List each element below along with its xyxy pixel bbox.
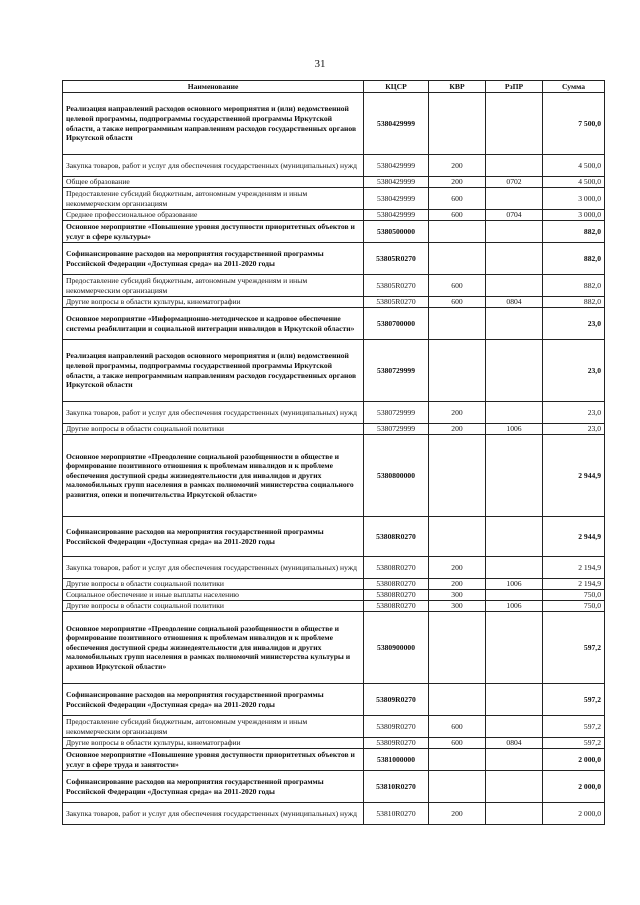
- row-sum-cell: 3 000,0: [543, 188, 605, 210]
- row-rzpr-cell: [486, 684, 543, 716]
- header-kvr: КВР: [429, 81, 486, 93]
- table-row: [63, 243, 605, 275]
- row-kcsr-cell: 5380729999: [364, 340, 429, 402]
- row-name-cell: Основное мероприятие «Повышение уровня доступности приоритетных объектов и услуг в сфере труда и занятости»: [63, 749, 364, 771]
- row-kcsr-cell: 53808R0270: [364, 601, 429, 612]
- row-kvr-cell: [429, 243, 486, 275]
- row-sum-cell: 23,0: [543, 340, 605, 402]
- row-rzpr-cell: [486, 340, 543, 402]
- table-row: [63, 275, 605, 297]
- table-row: [63, 402, 605, 424]
- row-sum-cell: 882,0: [543, 297, 605, 308]
- row-rzpr-cell: 1006: [486, 601, 543, 612]
- table-row: [63, 155, 605, 177]
- row-rzpr-cell: 0702: [486, 177, 543, 188]
- row-sum-cell: 882,0: [543, 221, 605, 243]
- row-sum-cell: 2 000,0: [543, 803, 605, 825]
- table-header-row: [63, 81, 605, 93]
- row-kvr-cell: [429, 749, 486, 771]
- row-rzpr-cell: [486, 275, 543, 297]
- row-kvr-cell: [429, 435, 486, 517]
- row-kcsr-cell: 53808R0270: [364, 557, 429, 579]
- table-row: [63, 601, 605, 612]
- row-kcsr-cell: 5380429999: [364, 93, 429, 155]
- row-rzpr-cell: [486, 771, 543, 803]
- row-kcsr-cell: 5380429999: [364, 155, 429, 177]
- row-sum-cell: 882,0: [543, 243, 605, 275]
- row-rzpr-cell: 1006: [486, 424, 543, 435]
- row-kvr-cell: 200: [429, 557, 486, 579]
- row-kvr-cell: [429, 517, 486, 557]
- row-name-cell: Основное мероприятие «Преодоление социальной разобщенности в обществе и формирование позитивного отношения к проблемам инвалидов и к проблеме обеспечения доступной среды жизнедеятельности для инвалидов и других маломобильных групп населения в рамках полномочий министерства социального развития, опеки и попечительства Иркутской области»: [63, 435, 364, 517]
- row-kvr-cell: [429, 93, 486, 155]
- page-number: 31: [314, 58, 326, 70]
- row-kcsr-cell: 5380900000: [364, 612, 429, 684]
- row-sum-cell: 882,0: [543, 275, 605, 297]
- row-name-cell: Софинансирование расходов на мероприятия государственной программы Российской Федерации «Доступная среда» на 2011-2020 годы: [63, 517, 364, 557]
- row-name-cell: Основное мероприятие «Информационно-методическое и кадровое обеспечение системы реабилитации и социальной интеграции инвалидов в Иркутской области»: [63, 308, 364, 340]
- table-row: [63, 297, 605, 308]
- row-kcsr-cell: 5380700000: [364, 308, 429, 340]
- table-row: [63, 579, 605, 590]
- row-rzpr-cell: [486, 716, 543, 738]
- row-kcsr-cell: 5380729999: [364, 424, 429, 435]
- row-name-cell: Закупка товаров, работ и услуг для обеспечения государственных (муниципальных) нужд: [63, 803, 364, 825]
- header-kcsr: КЦСР: [364, 81, 429, 93]
- row-kcsr-cell: 53809R0270: [364, 738, 429, 749]
- row-sum-cell: 750,0: [543, 601, 605, 612]
- row-kvr-cell: 600: [429, 297, 486, 308]
- row-sum-cell: 2 944,9: [543, 435, 605, 517]
- header-name: Наименование: [63, 81, 364, 93]
- row-rzpr-cell: [486, 435, 543, 517]
- row-kvr-cell: 600: [429, 275, 486, 297]
- table-row: [63, 749, 605, 771]
- table-row: [63, 557, 605, 579]
- row-kvr-cell: [429, 221, 486, 243]
- row-kvr-cell: 600: [429, 716, 486, 738]
- row-sum-cell: 2 194,9: [543, 557, 605, 579]
- table-row: [63, 612, 605, 684]
- row-name-cell: Закупка товаров, работ и услуг для обеспечения государственных (муниципальных) нужд: [63, 155, 364, 177]
- table-row: [63, 424, 605, 435]
- row-rzpr-cell: [486, 612, 543, 684]
- row-rzpr-cell: [486, 803, 543, 825]
- row-kcsr-cell: 53808R0270: [364, 579, 429, 590]
- row-kvr-cell: 200: [429, 803, 486, 825]
- row-rzpr-cell: 1006: [486, 579, 543, 590]
- row-name-cell: Закупка товаров, работ и услуг для обеспечения государственных (муниципальных) нужд: [63, 557, 364, 579]
- row-rzpr-cell: [486, 188, 543, 210]
- row-name-cell: Софинансирование расходов на мероприятия государственной программы Российской Федерации «Доступная среда» на 2011-2020 годы: [63, 771, 364, 803]
- row-name-cell: Общее образование: [63, 177, 364, 188]
- table-row: [63, 517, 605, 557]
- row-kcsr-cell: 53810R0270: [364, 771, 429, 803]
- row-rzpr-cell: 0704: [486, 210, 543, 221]
- row-sum-cell: 4 500,0: [543, 155, 605, 177]
- row-kvr-cell: 300: [429, 590, 486, 601]
- budget-table: [62, 80, 605, 825]
- row-rzpr-cell: [486, 93, 543, 155]
- row-name-cell: Предоставление субсидий бюджетным, автономным учреждениям и иным некоммерческим организациям: [63, 188, 364, 210]
- row-kcsr-cell: 53805R0270: [364, 297, 429, 308]
- table-row: [63, 188, 605, 210]
- row-rzpr-cell: 0804: [486, 738, 543, 749]
- table-row: [63, 435, 605, 517]
- row-name-cell: Основное мероприятие «Преодоление социальной разобщенности в обществе и формирование позитивного отношения к проблемам инвалидов и к проблеме обеспечения доступной среды жизнедеятельности для инвалидов и других маломобильных групп населения в рамках полномочий министерства культуры и архивов Иркутской области»: [63, 612, 364, 684]
- row-kcsr-cell: 5381000000: [364, 749, 429, 771]
- row-name-cell: Другие вопросы в области социальной политики: [63, 424, 364, 435]
- row-name-cell: Реализация направлений расходов основного мероприятия и (или) ведомственной целевой программы, подпрограммы государственной программы Иркутской области, а также непрограммным направлениям расходов государственных органов Иркутской области: [63, 93, 364, 155]
- table-row: [63, 803, 605, 825]
- table-row: [63, 308, 605, 340]
- row-name-cell: Закупка товаров, работ и услуг для обеспечения государственных (муниципальных) нужд: [63, 402, 364, 424]
- row-kvr-cell: [429, 308, 486, 340]
- row-sum-cell: 750,0: [543, 590, 605, 601]
- row-name-cell: Софинансирование расходов на мероприятия государственной программы Российской Федерации «Доступная среда» на 2011-2020 годы: [63, 684, 364, 716]
- row-kvr-cell: [429, 684, 486, 716]
- table-row: [63, 738, 605, 749]
- row-rzpr-cell: [486, 749, 543, 771]
- row-sum-cell: 3 000,0: [543, 210, 605, 221]
- row-kcsr-cell: 53805R0270: [364, 243, 429, 275]
- row-kcsr-cell: 53810R0270: [364, 803, 429, 825]
- row-name-cell: Другие вопросы в области культуры, кинематографии: [63, 738, 364, 749]
- row-kvr-cell: 600: [429, 188, 486, 210]
- row-name-cell: Предоставление субсидий бюджетным, автономным учреждениям и иным некоммерческим организациям: [63, 275, 364, 297]
- row-kvr-cell: 200: [429, 155, 486, 177]
- row-name-cell: Другие вопросы в области социальной политики: [63, 579, 364, 590]
- row-kcsr-cell: 53809R0270: [364, 716, 429, 738]
- row-sum-cell: 2 194,9: [543, 579, 605, 590]
- row-kcsr-cell: 53809R0270: [364, 684, 429, 716]
- row-name-cell: Другие вопросы в области социальной политики: [63, 601, 364, 612]
- row-rzpr-cell: [486, 221, 543, 243]
- header-sum: Сумма: [543, 81, 605, 93]
- row-kvr-cell: [429, 340, 486, 402]
- row-kvr-cell: 600: [429, 738, 486, 749]
- row-sum-cell: 23,0: [543, 308, 605, 340]
- row-kcsr-cell: 5380500000: [364, 221, 429, 243]
- header-rzpr: РзПР: [486, 81, 543, 93]
- row-kcsr-cell: 53808R0270: [364, 590, 429, 601]
- row-kcsr-cell: 5380429999: [364, 210, 429, 221]
- row-sum-cell: 597,2: [543, 738, 605, 749]
- row-kcsr-cell: 5380729999: [364, 402, 429, 424]
- row-rzpr-cell: 0804: [486, 297, 543, 308]
- row-kcsr-cell: 5380800000: [364, 435, 429, 517]
- row-sum-cell: 4 500,0: [543, 177, 605, 188]
- row-kvr-cell: [429, 771, 486, 803]
- row-kcsr-cell: 53805R0270: [364, 275, 429, 297]
- row-kcsr-cell: 53808R0270: [364, 517, 429, 557]
- row-name-cell: Предоставление субсидий бюджетным, автономным учреждениям и иным некоммерческим организациям: [63, 716, 364, 738]
- table-row: [63, 221, 605, 243]
- table-row: [63, 771, 605, 803]
- row-sum-cell: 2 000,0: [543, 771, 605, 803]
- row-sum-cell: 2 944,9: [543, 517, 605, 557]
- row-name-cell: Реализация направлений расходов основного мероприятия и (или) ведомственной целевой программы, подпрограммы государственной программы Иркутской области, а также непрограммным направлениям расходов государственных органов Иркутской области: [63, 340, 364, 402]
- row-rzpr-cell: [486, 308, 543, 340]
- row-rzpr-cell: [486, 590, 543, 601]
- table-row: [63, 93, 605, 155]
- row-rzpr-cell: [486, 155, 543, 177]
- row-sum-cell: 2 000,0: [543, 749, 605, 771]
- row-kcsr-cell: 5380429999: [364, 188, 429, 210]
- row-kvr-cell: 200: [429, 177, 486, 188]
- table-row: [63, 716, 605, 738]
- row-kvr-cell: 600: [429, 210, 486, 221]
- row-kvr-cell: 200: [429, 424, 486, 435]
- row-name-cell: Среднее профессиональное образование: [63, 210, 364, 221]
- table-row: [63, 340, 605, 402]
- row-rzpr-cell: [486, 517, 543, 557]
- row-sum-cell: 23,0: [543, 424, 605, 435]
- table-row: [63, 684, 605, 716]
- row-sum-cell: 23,0: [543, 402, 605, 424]
- row-kcsr-cell: 5380429999: [364, 177, 429, 188]
- row-name-cell: Социальное обеспечение и иные выплаты населению: [63, 590, 364, 601]
- row-kvr-cell: 200: [429, 579, 486, 590]
- row-rzpr-cell: [486, 557, 543, 579]
- table-row: [63, 590, 605, 601]
- row-name-cell: Основное мероприятие «Повышение уровня доступности приоритетных объектов и услуг в сфере культуры»: [63, 221, 364, 243]
- row-kvr-cell: 200: [429, 402, 486, 424]
- row-kvr-cell: [429, 612, 486, 684]
- row-kvr-cell: 300: [429, 601, 486, 612]
- row-sum-cell: 597,2: [543, 716, 605, 738]
- row-rzpr-cell: [486, 402, 543, 424]
- row-sum-cell: 7 500,0: [543, 93, 605, 155]
- table-row: [63, 177, 605, 188]
- row-rzpr-cell: [486, 243, 543, 275]
- table-body: [63, 93, 605, 825]
- table-row: [63, 210, 605, 221]
- row-name-cell: Другие вопросы в области культуры, кинематографии: [63, 297, 364, 308]
- row-sum-cell: 597,2: [543, 612, 605, 684]
- row-sum-cell: 597,2: [543, 684, 605, 716]
- row-name-cell: Софинансирование расходов на мероприятия государственной программы Российской Федерации «Доступная среда» на 2011-2020 годы: [63, 243, 364, 275]
